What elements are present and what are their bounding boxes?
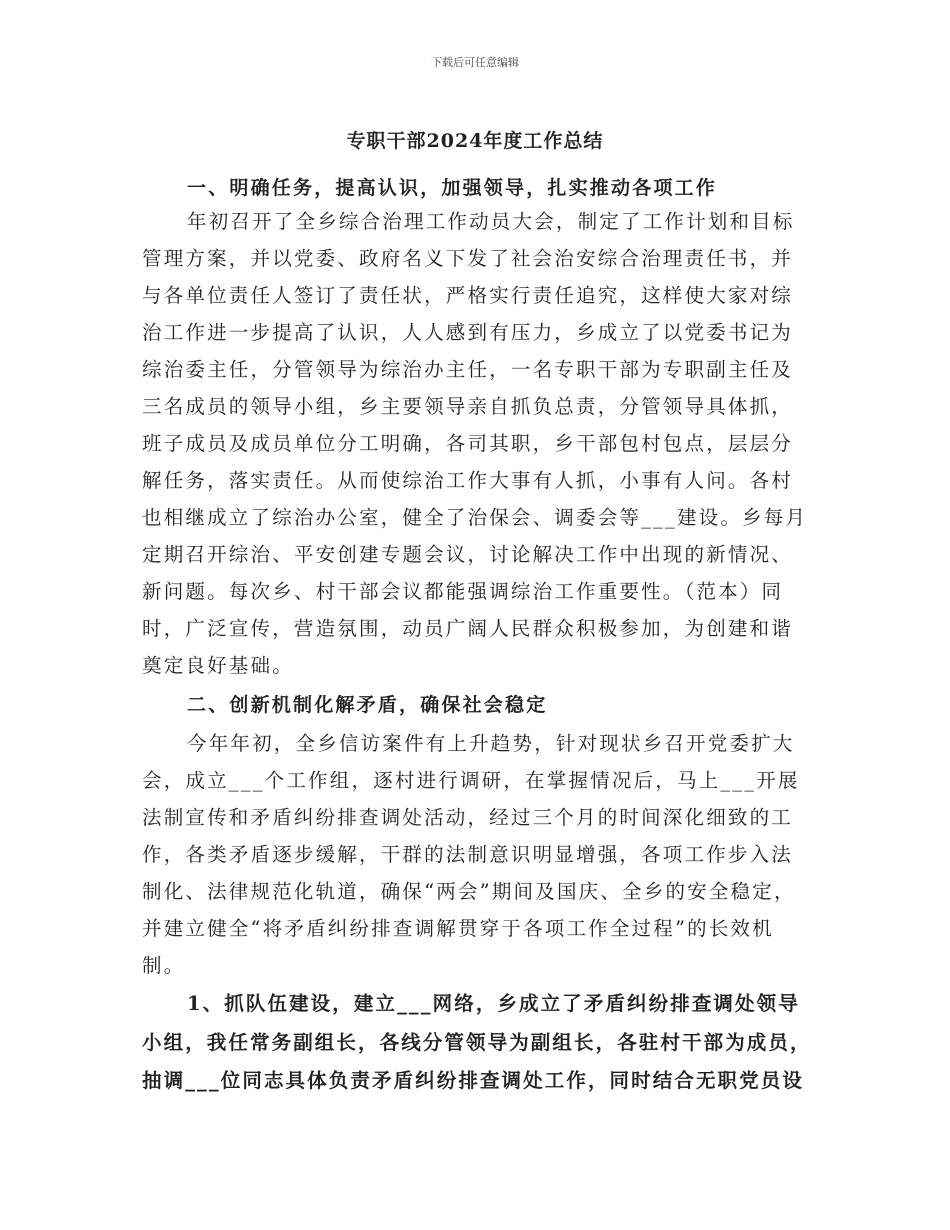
section-2-line: 制。	[142, 954, 186, 977]
section-1-line: 与各单位责任人签订了责任状，严格实行责任追究，这样使大家对综	[142, 284, 794, 307]
section-2-line: 今年年初，全乡信访案件有上升趋势，针对现状乡召开党委扩大	[187, 732, 795, 755]
section-1-line: 新问题。每次乡、村干部会议都能强调综治工作重要性。（范本）同	[142, 580, 784, 603]
section-1-line: 综治委主任，分管领导为综治办主任，一名专职干部为专职副主任及	[142, 358, 794, 381]
section-2-line: 并建立健全“将矛盾纠纷排查调解贯穿于各项工作全过程”的长效机	[142, 917, 774, 940]
section-1-line: 年初召开了全乡综合治理工作动员大会，制定了工作计划和目标	[187, 210, 795, 233]
section-3-line: 小组，我任常务副组长，各线分管领导为副组长，各驻村干部为成员，	[142, 1031, 812, 1054]
section-2-line: 制化、法律规范化轨道，确保“两会”期间及国庆、全乡的安全稳定，	[142, 880, 796, 903]
section-2-heading: 二、创新机制化解矛盾，确保社会稳定	[187, 694, 548, 716]
section-1-line: 班子成员及成员单位分工明确，各司其职，乡干部包村包点，层层分	[142, 432, 794, 455]
section-1-line: 解任务，落实责任。从而使综治工作大事有人抓，小事有人问。各村	[142, 469, 794, 492]
section-2-line: 会，成立___个工作组，逐村进行调研，在掌握情况后，马上___开展	[142, 769, 800, 792]
document-title: 专职干部2024年度工作总结	[346, 130, 604, 152]
section-1-line: 三名成员的领导小组，乡主要领导亲自抓负总责，分管领导具体抓，	[142, 395, 794, 418]
section-1-line: 治工作进一步提高了认识，人人感到有压力，乡成立了以党委书记为	[142, 321, 794, 344]
section-2-line: 作，各类矛盾逐步缓解，干群的法制意识明显增强，各项工作步入法	[142, 843, 794, 866]
section-1-line: 时，广泛宣传，营造氛围，动员广阔人民群众积极参加，为创建和谐	[142, 617, 794, 640]
section-1-line: 定期召开综治、平安创建专题会议，讨论解决工作中出现的新情况、	[142, 543, 794, 566]
section-1-line: 也相继成立了综治办公室，健全了治保会、调委会等___建设。乡每月	[142, 506, 808, 529]
section-1-line: 奠定良好基础。	[142, 654, 294, 677]
section-3-line: 1、抓队伍建设，建立___网络，乡成立了矛盾纠纷排查调处领导	[187, 992, 800, 1015]
section-1-heading: 一、明确任务，提高认识，加强领导，扎实推动各项工作	[187, 177, 718, 199]
section-1-line: 管理方案，并以党委、政府名义下发了社会治安综合治理责任书，并	[142, 247, 794, 270]
section-3-line: 抽调___位同志具体负责矛盾纠纷排查调处工作，同时结合无职党员设	[142, 1069, 804, 1092]
section-2-line: 法制宣传和矛盾纠纷排查调处活动，经过三个月的时间深化细致的工	[142, 806, 794, 829]
header-note: 下载后可任意编辑	[431, 56, 519, 69]
